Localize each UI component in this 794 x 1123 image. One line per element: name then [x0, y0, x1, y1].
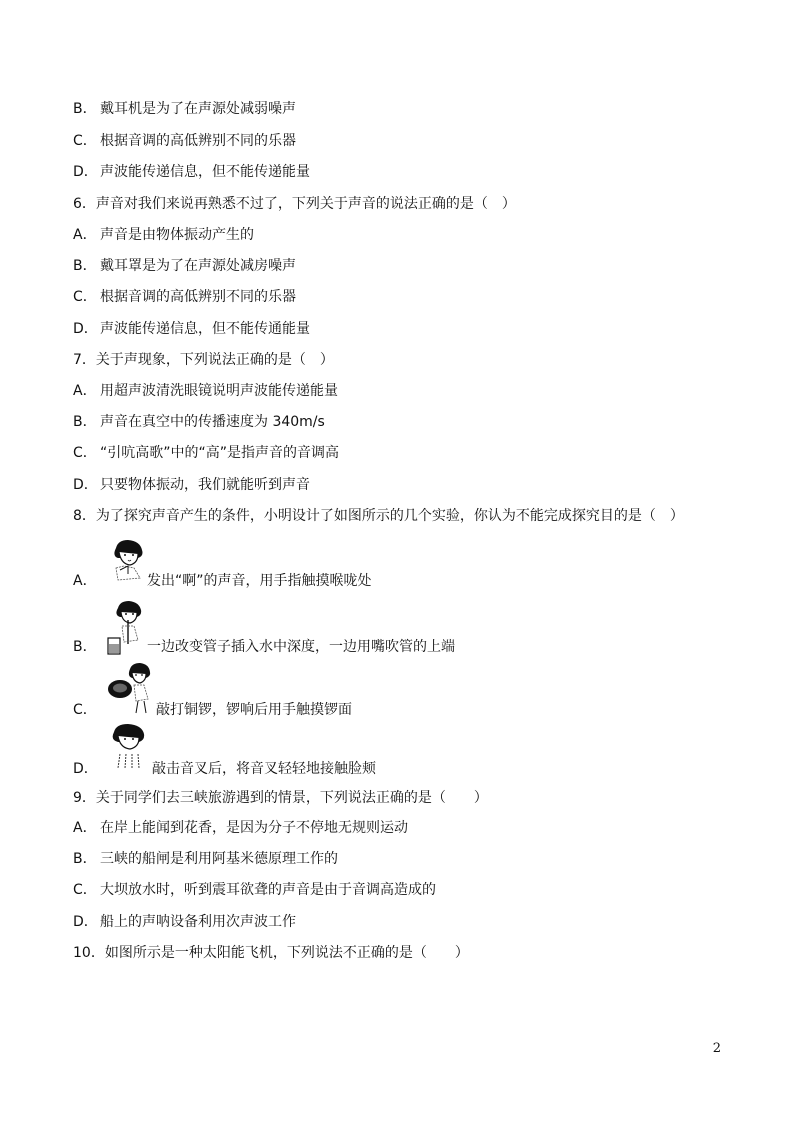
- image-option-b: [73, 638, 100, 656]
- option-text: 一边改变管子插入水中深度，一边用嘴吹管的上端: [147, 639, 455, 655]
- person-blowing-tube-icon: [104, 600, 148, 656]
- image-option-a: [73, 572, 100, 590]
- option-text: 船上的声呐设备利用次声波工作: [100, 914, 296, 930]
- option-letter: D．: [73, 164, 98, 180]
- option-letter: B．: [73, 101, 97, 117]
- person-striking-gong-icon: [104, 663, 156, 715]
- option-line: [73, 382, 338, 400]
- option-text: 声波能传递信息，但不能传通能量: [100, 321, 310, 337]
- option-text: 只要物体振动，我们就能听到声音: [100, 477, 310, 493]
- question-9: [73, 789, 488, 807]
- option-letter: B．: [73, 258, 97, 274]
- option-line: [73, 881, 436, 899]
- option-text: 敲打铜锣，锣响后用手触摸锣面: [156, 702, 352, 718]
- option-letter: A．: [73, 227, 97, 243]
- option-text: 声音在真空中的传播速度为 340m/s: [100, 414, 325, 430]
- option-line: [73, 913, 296, 931]
- question-text: 8．为了探究声音产生的条件，小明设计了如图所示的几个实验，你认为不能完成探究目的是（ ）: [73, 508, 684, 524]
- question-7: [73, 351, 334, 369]
- option-text: 大坝放水时，听到震耳欲聋的声音是由于音调高造成的: [100, 882, 436, 898]
- option-letter: C．: [73, 702, 97, 718]
- option-text: 声波能传递信息，但不能传递能量: [100, 164, 310, 180]
- option-text: “引吭高歌”中的“高”是指声音的音调高: [100, 445, 340, 461]
- option-line: [73, 444, 339, 462]
- question-8: [73, 507, 684, 525]
- option-text: 声音是由物体振动产生的: [100, 227, 254, 243]
- option-text: 根据音调的高低辨别不同的乐器: [100, 289, 296, 305]
- option-letter: B．: [73, 414, 97, 430]
- option-text: 在岸上能闻到花香，是因为分子不停地无规则运动: [100, 820, 408, 836]
- option-text: 戴耳罩是为了在声源处减房噪声: [100, 258, 296, 274]
- option-text: 根据音调的高低辨别不同的乐器: [100, 133, 296, 149]
- option-line: [73, 476, 310, 494]
- option-line: [73, 163, 310, 181]
- question-6: [73, 195, 516, 213]
- option-text: 发出“啊”的声音，用手指触摸喉咙处: [147, 573, 372, 589]
- option-letter: B．: [73, 639, 97, 655]
- page-number: 2: [712, 1041, 721, 1056]
- option-line: [73, 288, 296, 306]
- option-letter: A．: [73, 573, 97, 589]
- option-letter: C．: [73, 445, 97, 461]
- option-line: [73, 850, 338, 868]
- option-letter: A．: [73, 820, 97, 836]
- option-letter: A．: [73, 383, 97, 399]
- option-letter: D．: [73, 321, 98, 337]
- option-letter: C．: [73, 289, 97, 305]
- question-text: 6．声音对我们来说再熟悉不过了，下列关于声音的说法正确的是（ ）: [73, 196, 516, 212]
- option-line: [73, 226, 254, 244]
- image-option-c: [73, 701, 100, 719]
- option-line: [73, 100, 296, 118]
- question-text: 7．关于声现象，下列说法正确的是（ ）: [73, 352, 334, 368]
- person-touching-throat-icon: [104, 538, 148, 586]
- image-option-d: [73, 760, 100, 778]
- question-text: 10．如图所示是一种太阳能飞机，下列说法不正确的是（ ）: [73, 945, 469, 961]
- question-10: [73, 944, 469, 962]
- option-line: [73, 257, 296, 275]
- option-letter: D．: [73, 761, 98, 777]
- option-line: [73, 413, 325, 431]
- option-line: [73, 132, 296, 150]
- option-line: [73, 819, 408, 837]
- option-letter: D．: [73, 477, 98, 493]
- option-text: 三峡的船闸是利用阿基米德原理工作的: [100, 851, 338, 867]
- option-letter: C．: [73, 882, 97, 898]
- option-letter: C．: [73, 133, 97, 149]
- option-text: 敲击音叉后，将音叉轻轻地接触脸颊: [152, 761, 376, 777]
- option-line: [73, 320, 310, 338]
- question-text: 9．关于同学们去三峡旅游遇到的情景，下列说法正确的是（ ）: [73, 790, 488, 806]
- person-tuning-fork-icon: [106, 724, 150, 772]
- option-letter: D．: [73, 914, 98, 930]
- option-text: 用超声波清洗眼镜说明声波能传递能量: [100, 383, 338, 399]
- option-text: 戴耳机是为了在声源处减弱噪声: [100, 101, 296, 117]
- option-letter: B．: [73, 851, 97, 867]
